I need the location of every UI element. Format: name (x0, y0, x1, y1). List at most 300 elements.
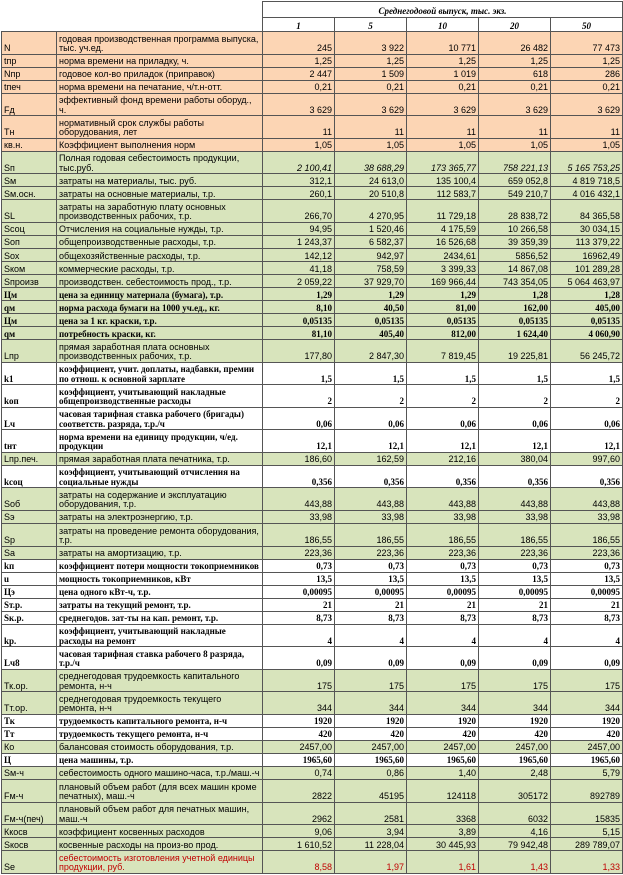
row-value: 175 (335, 669, 407, 692)
row-value: 7 819,45 (407, 340, 479, 363)
row-symbol: Цэ (2, 585, 57, 598)
table-row (2, 54, 623, 67)
row-description: производствен. себестоимость прод., т.р. (57, 275, 263, 288)
row-value: 81,00 (407, 301, 479, 314)
row-value: 5,15 (551, 825, 623, 838)
row-value: 1,97 (335, 851, 407, 874)
row-value: 3 629 (407, 93, 479, 116)
table-row (2, 624, 623, 647)
row-description: цена машины, т.р. (57, 753, 263, 766)
row-value: 0,73 (263, 559, 335, 572)
row-value: 618 (479, 67, 551, 80)
row-value: 8,73 (263, 611, 335, 624)
row-value: 1 509 (335, 67, 407, 80)
table-row (2, 362, 623, 385)
row-value: 1 610,52 (263, 838, 335, 851)
table-row (2, 598, 623, 611)
row-symbol: qм (2, 327, 57, 340)
row-value: 12,1 (335, 430, 407, 453)
table-row (2, 174, 623, 187)
row-description: норма времени на приладку, ч. (57, 54, 263, 67)
row-symbol: Sм.осн. (2, 187, 57, 200)
row-description: трудоемкость текущего ремонта, н-ч (57, 727, 263, 740)
row-symbol: Ккосв (2, 825, 57, 838)
row-value: 13,5 (407, 572, 479, 585)
row-description: прямая заработная плата основных производственных рабочих, т.р. (57, 340, 263, 363)
row-value: 33,98 (551, 510, 623, 523)
row-value: 223,36 (263, 546, 335, 559)
row-value: 6032 (479, 802, 551, 825)
row-value: 11 (407, 116, 479, 139)
row-value: 0,21 (479, 80, 551, 93)
row-value: 4 270,95 (335, 200, 407, 223)
row-value: 2 (551, 385, 623, 408)
table-row (2, 262, 623, 275)
row-value: 177,80 (263, 340, 335, 363)
row-description: потребность краски, кг. (57, 327, 263, 340)
table-row (2, 669, 623, 692)
row-value: 0,21 (335, 80, 407, 93)
row-description: прямая заработная плата печатника, т.р. (57, 452, 263, 465)
row-value: 0,05135 (335, 314, 407, 327)
row-value: 186,55 (335, 523, 407, 546)
table-row (2, 766, 623, 779)
table-row (2, 572, 623, 585)
row-value: 420 (407, 727, 479, 740)
row-value: 2 (335, 385, 407, 408)
row-description: плановый объем работ (для всех машин кроме печатных), маш.-ч (57, 779, 263, 802)
row-value: 1,25 (335, 54, 407, 67)
row-value: 1,25 (407, 54, 479, 67)
row-value: 4 016 432,1 (551, 187, 623, 200)
row-value: 39 359,39 (479, 235, 551, 248)
row-value: 12,1 (407, 430, 479, 453)
row-value: 8,73 (551, 611, 623, 624)
row-value: 380,04 (479, 452, 551, 465)
row-symbol: Nпр (2, 67, 57, 80)
row-description: коэффициент, учитывающий накладные общепроизводственные расходы (57, 385, 263, 408)
row-value: 1 624,40 (479, 327, 551, 340)
row-value: 420 (551, 727, 623, 740)
row-value: 0,06 (479, 407, 551, 430)
row-value: 0,06 (263, 407, 335, 430)
row-value: 1920 (551, 714, 623, 727)
row-value: 135 100,4 (407, 174, 479, 187)
row-value: 1,61 (407, 851, 479, 874)
row-value: 173 365,77 (407, 151, 479, 174)
table-row (2, 67, 623, 80)
row-description: трудоемкость капитального ремонта, н-ч (57, 714, 263, 727)
table-row (2, 465, 623, 488)
row-value: 5 064 463,97 (551, 275, 623, 288)
row-value: 1965,60 (479, 753, 551, 766)
row-description: часовая тарифная ставка рабочего 8 разряда, т.р./ч (57, 647, 263, 670)
row-value: 0,00095 (407, 585, 479, 598)
row-value: 0,09 (335, 647, 407, 670)
row-value: 1965,60 (263, 753, 335, 766)
row-value: 5 165 753,25 (551, 151, 623, 174)
row-description: норма расхода бумаги на 1000 уч.ед., кг. (57, 301, 263, 314)
row-description: норма времени на единицу продукции, ч/ед. продукции (57, 430, 263, 453)
row-value: 344 (479, 692, 551, 715)
row-value: 0,00095 (479, 585, 551, 598)
row-value: 20 510,8 (335, 187, 407, 200)
cost-table (1, 1, 623, 874)
row-value: 4 819 718,5 (551, 174, 623, 187)
row-symbol: Sох (2, 248, 57, 261)
row-value: 3,89 (407, 825, 479, 838)
row-symbol: SL (2, 200, 57, 223)
row-value: 4 060,90 (551, 327, 623, 340)
row-value: 2 (407, 385, 479, 408)
row-value: 0,09 (551, 647, 623, 670)
row-symbol: Тт.ор. (2, 692, 57, 715)
row-value: 223,36 (407, 546, 479, 559)
row-value: 1,29 (263, 288, 335, 301)
row-value: 1,28 (479, 288, 551, 301)
row-value: 0,09 (479, 647, 551, 670)
row-value: 21 (551, 598, 623, 611)
row-value: 405,40 (335, 327, 407, 340)
row-value: 8,58 (263, 851, 335, 874)
row-description: затраты на материалы, тыс. руб. (57, 174, 263, 187)
row-description: среднегодов. зат-ты на кап. ремонт, т.р. (57, 611, 263, 624)
table-row (2, 559, 623, 572)
row-description: Полная годовая себестоимость продукции, тыс.руб. (57, 151, 263, 174)
row-value: 28 838,72 (479, 200, 551, 223)
row-symbol: N (2, 32, 57, 55)
row-value: 79 942,48 (479, 838, 551, 851)
row-value: 1,5 (263, 362, 335, 385)
row-value: 0,356 (335, 465, 407, 488)
row-value: 8,10 (263, 301, 335, 314)
row-value: 24 613,0 (335, 174, 407, 187)
row-value: 212,16 (407, 452, 479, 465)
row-symbol: Тк (2, 714, 57, 727)
row-symbol: Тн (2, 116, 57, 139)
row-value: 0,00095 (263, 585, 335, 598)
row-value: 77 473 (551, 32, 623, 55)
row-symbol: Sком (2, 262, 57, 275)
row-symbol: Ц (2, 753, 57, 766)
row-value: 1965,60 (335, 753, 407, 766)
row-value: 0,21 (263, 80, 335, 93)
row-value: 21 (335, 598, 407, 611)
row-value: 3 629 (479, 93, 551, 116)
row-description: косвенные расходы на произ-во прод. (57, 838, 263, 851)
row-value: 4 (407, 624, 479, 647)
row-description: затраты на текущий ремонт, т.р. (57, 598, 263, 611)
row-value: 0,00095 (551, 585, 623, 598)
table-row (2, 838, 623, 851)
row-value: 84 365,58 (551, 200, 623, 223)
header-title: Среднегодовой выпуск, тыс. экз. (263, 2, 623, 18)
row-value: 40,50 (335, 301, 407, 314)
table-row (2, 407, 623, 430)
row-description: годовая производственная программа выпуска, тыс. уч.ед. (57, 32, 263, 55)
row-value: 549 210,7 (479, 187, 551, 200)
row-value: 2457,00 (335, 740, 407, 753)
table-row (2, 314, 623, 327)
row-value: 743 354,05 (479, 275, 551, 288)
row-value: 1965,60 (551, 753, 623, 766)
table-row (2, 340, 623, 363)
row-value: 2457,00 (479, 740, 551, 753)
row-value: 0,73 (407, 559, 479, 572)
row-description: затраты на амортизацию, т.р. (57, 546, 263, 559)
row-symbol: Fм-ч(печ) (2, 802, 57, 825)
row-value: 21 (479, 598, 551, 611)
row-value: 9,06 (263, 825, 335, 838)
row-value: 175 (407, 669, 479, 692)
row-value: 8,73 (335, 611, 407, 624)
row-description: затраты на электроэнергию, т.р. (57, 510, 263, 523)
row-value: 19 225,81 (479, 340, 551, 363)
table-row (2, 248, 623, 261)
row-value: 124118 (407, 779, 479, 802)
row-value: 37 929,70 (335, 275, 407, 288)
row-value: 15835 (551, 802, 623, 825)
table-row (2, 138, 623, 151)
table-row (2, 740, 623, 753)
row-value: 3 922 (335, 32, 407, 55)
row-description: коэффициент косвенных расходов (57, 825, 263, 838)
row-description: нормативный срок службы работы оборудования, лет (57, 116, 263, 139)
row-description: среднегодовая трудоемкость текущего ремонта, н-ч (57, 692, 263, 715)
row-value: 2,48 (479, 766, 551, 779)
row-value: 997,60 (551, 452, 623, 465)
row-value: 289 789,07 (551, 838, 623, 851)
row-value: 1 243,37 (263, 235, 335, 248)
row-value: 2822 (263, 779, 335, 802)
row-description: среднегодовая трудоемкость капитального ремонта, н-ч (57, 669, 263, 692)
row-value: 10 771 (407, 32, 479, 55)
row-description: коэффициент потери мощности токоприемников (57, 559, 263, 572)
row-value: 443,88 (551, 488, 623, 511)
row-symbol: Sпроизв (2, 275, 57, 288)
row-value: 0,06 (407, 407, 479, 430)
row-value: 245 (263, 32, 335, 55)
row-value: 260,1 (263, 187, 335, 200)
row-value: 443,88 (335, 488, 407, 511)
row-symbol: Lч8 (2, 647, 57, 670)
row-value: 1,5 (551, 362, 623, 385)
row-value: 1,25 (551, 54, 623, 67)
row-value: 942,97 (335, 248, 407, 261)
row-value: 4,16 (479, 825, 551, 838)
row-value: 1,05 (263, 138, 335, 151)
row-description: коммерческие расходы, т.р. (57, 262, 263, 275)
row-value: 1920 (407, 714, 479, 727)
row-value: 1,29 (407, 288, 479, 301)
row-value: 2 447 (263, 67, 335, 80)
row-value: 2962 (263, 802, 335, 825)
row-value: 4 175,59 (407, 222, 479, 235)
row-description: мощность токоприемников, кВт (57, 572, 263, 585)
row-description: цена за 1 кг. краски, т.р. (57, 314, 263, 327)
row-value: 33,98 (479, 510, 551, 523)
row-description: плановый объем работ для печатных машин, маш.-ч (57, 802, 263, 825)
column-header: 1 (263, 17, 335, 32)
row-value: 13,5 (551, 572, 623, 585)
row-value: 33,98 (407, 510, 479, 523)
row-value: 0,05135 (551, 314, 623, 327)
row-value: 0,73 (551, 559, 623, 572)
row-value: 11 (479, 116, 551, 139)
row-description: общехозяйственные расходы, т.р. (57, 248, 263, 261)
table-row (2, 200, 623, 223)
row-value: 0,73 (479, 559, 551, 572)
row-value: 12,1 (479, 430, 551, 453)
row-value: 223,36 (479, 546, 551, 559)
row-value: 4 (551, 624, 623, 647)
row-value: 1,5 (335, 362, 407, 385)
row-value: 443,88 (407, 488, 479, 511)
row-description: цена одного кВт-ч, т.р. (57, 585, 263, 598)
row-description: затраты на содержание и эксплуатацию оборудования, т.р. (57, 488, 263, 511)
row-value: 1,05 (335, 138, 407, 151)
row-value: 420 (479, 727, 551, 740)
table-row (2, 116, 623, 139)
row-value: 1,25 (479, 54, 551, 67)
row-symbol: Цм (2, 288, 57, 301)
row-value: 443,88 (263, 488, 335, 511)
row-description: норма времени на печатание, ч/т.н-отт. (57, 80, 263, 93)
header-columns-row (2, 17, 623, 32)
row-symbol: Sкосв (2, 838, 57, 851)
row-value: 2457,00 (263, 740, 335, 753)
row-value: 344 (551, 692, 623, 715)
row-symbol: kоп (2, 385, 57, 408)
row-symbol: Sп (2, 151, 57, 174)
row-symbol: Тк.ор. (2, 669, 57, 692)
row-value: 26 482 (479, 32, 551, 55)
row-description: затраты на заработную плату основных производственных рабочих, т.р. (57, 200, 263, 223)
row-symbol: u (2, 572, 57, 585)
table-row (2, 93, 623, 116)
table-row (2, 385, 623, 408)
row-description: затраты на основные материалы, т.р. (57, 187, 263, 200)
row-description: коэффициент, учит. доплаты, надбавки, премии по отнош. к основной зарплате (57, 362, 263, 385)
row-value: 3 629 (263, 93, 335, 116)
table-row (2, 222, 623, 235)
row-value: 2457,00 (551, 740, 623, 753)
row-value: 2434,61 (407, 248, 479, 261)
row-value: 8,73 (407, 611, 479, 624)
row-value: 659 052,8 (479, 174, 551, 187)
table-row (2, 275, 623, 288)
row-value: 2581 (335, 802, 407, 825)
row-value: 11 228,04 (335, 838, 407, 851)
table-row (2, 288, 623, 301)
row-symbol: Fм-ч (2, 779, 57, 802)
row-value: 11 (335, 116, 407, 139)
row-value: 10 266,58 (479, 222, 551, 235)
table-row (2, 611, 623, 624)
column-header: 50 (551, 17, 623, 32)
row-value: 16 526,68 (407, 235, 479, 248)
column-header: 20 (479, 17, 551, 32)
row-value: 2 100,41 (263, 151, 335, 174)
row-symbol: Sэ (2, 510, 57, 523)
row-value: 3,94 (335, 825, 407, 838)
row-value: 0,06 (335, 407, 407, 430)
row-symbol: Lч (2, 407, 57, 430)
row-symbol: Sм (2, 174, 57, 187)
row-value: 344 (263, 692, 335, 715)
row-symbol: Fд (2, 93, 57, 116)
row-symbol: Sоп (2, 235, 57, 248)
row-value: 81,10 (263, 327, 335, 340)
row-symbol: tнт (2, 430, 57, 453)
row-value: 443,88 (479, 488, 551, 511)
table-row (2, 692, 623, 715)
row-value: 2 847,30 (335, 340, 407, 363)
row-value: 3 399,33 (407, 262, 479, 275)
row-value: 1,25 (263, 54, 335, 67)
table-row (2, 510, 623, 523)
row-value: 5856,52 (479, 248, 551, 261)
row-value: 30 034,15 (551, 222, 623, 235)
row-value: 1,33 (551, 851, 623, 874)
row-description: коэффициент, учитывающий накладные расходы на ремонт (57, 624, 263, 647)
row-value: 13,5 (479, 572, 551, 585)
row-value: 162,59 (335, 452, 407, 465)
row-value: 312,1 (263, 174, 335, 187)
row-value: 5,79 (551, 766, 623, 779)
row-value: 175 (479, 669, 551, 692)
row-value: 420 (335, 727, 407, 740)
row-value: 11 729,18 (407, 200, 479, 223)
row-value: 0,356 (263, 465, 335, 488)
row-value: 175 (551, 669, 623, 692)
row-symbol: Sа (2, 546, 57, 559)
row-symbol: Se (2, 851, 57, 874)
row-symbol: Тт (2, 727, 57, 740)
row-value: 305172 (479, 779, 551, 802)
row-symbol: Sк.р. (2, 611, 57, 624)
table-row (2, 327, 623, 340)
row-value: 14 867,08 (479, 262, 551, 275)
table-row (2, 546, 623, 559)
row-value: 1920 (263, 714, 335, 727)
row-value: 169 966,44 (407, 275, 479, 288)
row-value: 1,05 (479, 138, 551, 151)
row-value: 101 289,28 (551, 262, 623, 275)
row-symbol: tпр (2, 54, 57, 67)
row-symbol: kр. (2, 624, 57, 647)
row-symbol: Sр (2, 523, 57, 546)
table-row (2, 802, 623, 825)
row-description: общепроизводственные расходы, т.р. (57, 235, 263, 248)
table-row (2, 80, 623, 93)
row-value: 0,05135 (407, 314, 479, 327)
row-value: 266,70 (263, 200, 335, 223)
row-value: 186,60 (263, 452, 335, 465)
row-symbol: Sт.р. (2, 598, 57, 611)
row-value: 1,05 (551, 138, 623, 151)
row-description: балансовая стоимость оборудования, т.р. (57, 740, 263, 753)
row-value: 0,06 (551, 407, 623, 430)
row-value: 1,40 (407, 766, 479, 779)
row-value: 1 520,46 (335, 222, 407, 235)
header-title-row (2, 2, 623, 18)
row-value: 4 (335, 624, 407, 647)
row-value: 758 221,13 (479, 151, 551, 174)
row-value: 2 059,22 (263, 275, 335, 288)
row-symbol: Lпр.печ. (2, 452, 57, 465)
row-symbol: Lпр (2, 340, 57, 363)
